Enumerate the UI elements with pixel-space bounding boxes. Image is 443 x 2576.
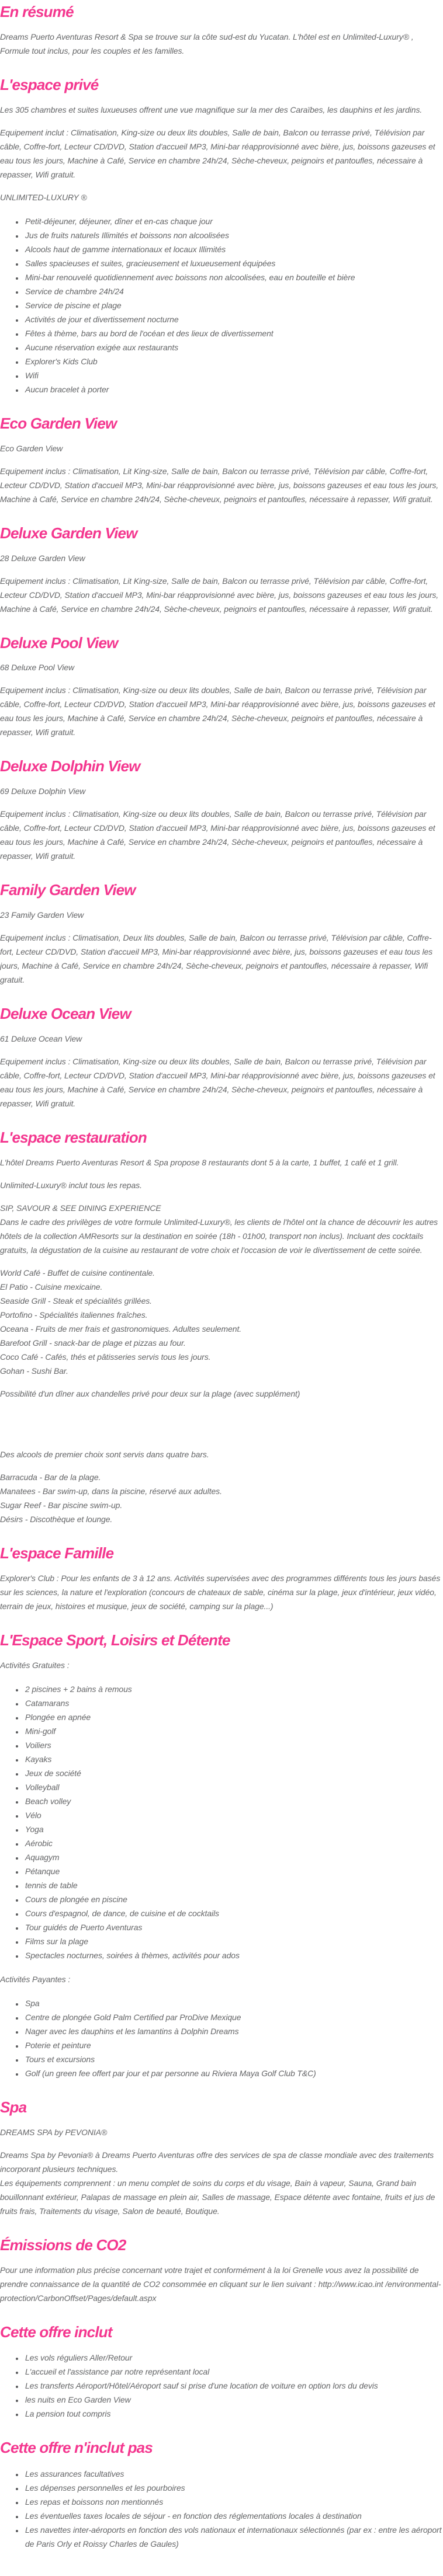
paragraph-line: Manatees - Bar swim-up, dans la piscine, réservé aux adultes. xyxy=(0,1487,222,1496)
paragraph xyxy=(0,2148,442,2218)
paragraph: 61 Deluxe Ocean View xyxy=(0,1034,82,1044)
paragraph: Activités Gratuites : xyxy=(0,1660,70,1670)
paragraph: 68 Deluxe Pool View xyxy=(0,663,75,673)
list-item: • Activités de jour et divertissement nocturne xyxy=(24,312,442,326)
paragraph: Pour une information plus précise concernant votre trajet et conformément à la loi Grenelle vous avez la possibilité de prendre connaissance de la quantité de CO2 consommée en cliquant sur le lien suivant : http://www.icao.int /environmental-protection/CarbonOffset/Pages/default.aspx xyxy=(0,2265,441,2303)
list-item: • Films sur la plage xyxy=(24,1934,442,1948)
list-item: • Les dépenses personnelles et les pourboires xyxy=(24,2481,442,2495)
paragraph: Equipement inclus : Climatisation, King-size ou deux lits doubles, Salle de bain, Balcon ou terrasse privé, Télévision par câble, Coffre-fort, Lecteur CD/DVD, Station d'accueil MP3, Mini-bar réapprovisionné avec bière, jus, boissons gazeuses et eau tous les jours, Machine à Café, Service en chambre 24h/24, Sèche-cheveux, peignoirs et pantoufles, nécessaire à repasser, Wifi gratuit. xyxy=(0,1057,435,1109)
list-item: • Aquagym xyxy=(24,1850,442,1864)
paragraph: Equipement inclus : Climatisation, King-size ou deux lits doubles, Salle de bain, Balcon ou terrasse privé, Télévision par câble, Coffre-fort, Lecteur CD/DVD, Station d'accueil MP3, Mini-bar réapprovisionné avec bière, jus, boissons gazeuses et eau tous les jours, Machine à Café, Service en chambre 24h/24, Sèche-cheveux, peignoirs et pantoufles, nécessaire à repasser, Wifi gratuit. xyxy=(0,685,435,737)
paragraph xyxy=(0,1201,442,1257)
list-item: • Pétanque xyxy=(24,1864,442,1878)
list-item: • Aérobic xyxy=(24,1836,442,1850)
list-item: • tennis de table xyxy=(24,1878,442,1892)
list-item: • Cours d'espagnol, de dance, de cuisine et de cocktails xyxy=(24,1906,442,1920)
list-item: • Kayaks xyxy=(24,1752,442,1766)
list-item: • Voiliers xyxy=(24,1738,442,1752)
paragraph: Des alcools de premier choix sont servis dans quatre bars. xyxy=(0,1450,209,1460)
section-heading: Family Garden View xyxy=(0,881,136,899)
section-heading: Cette offre n'inclut pas xyxy=(0,2439,153,2457)
list-item: • Spectacles nocturnes, soirées à thèmes, activités pour ados xyxy=(24,1948,442,1962)
list-item: • Fêtes à thème, bars au bord de l'océan et des lieux de divertissement xyxy=(24,326,442,340)
paragraph-line: Oceana - Fruits de mer frais et gastronomiques. Adultes seulement. xyxy=(0,1324,242,1334)
section-heading: Deluxe Ocean View xyxy=(0,1005,131,1023)
bullet-list xyxy=(0,214,442,396)
paragraph: Equipement inclus : Climatisation, Lit King-size, Salle de bain, Balcon ou terrasse privé, Télévision par câble, Coffre-fort, Lecteur CD/DVD, Station d'accueil MP3, Mini-bar réapprovisionné avec bière, jus, boissons gazeuses et eau tous les jours, Machine à Café, Service en chambre 24h/24, Sèche-cheveux, peignoirs et pantoufles, nécessaire à repasser, Wifi gratuit. xyxy=(0,576,439,614)
paragraph-line: SIP, SAVOUR & SEE DINING EXPERIENCE xyxy=(0,1203,161,1213)
paragraph xyxy=(0,1266,442,1378)
paragraph-line: Barefoot Grill - snack-bar de plage et pizzas au four. xyxy=(0,1338,186,1348)
paragraph: Equipement inclus : Climatisation, King-size ou deux lits doubles, Salle de bain, Balcon ou terrasse privé, Télévision par câble, Coffre-fort, Lecteur CD/DVD, Station d'accueil MP3, Mini-bar réapprovisionné avec bière, jus, boissons gazeuses et eau tous les jours, Machine à Café, Service en chambre 24h/24, Sèche-cheveux, peignoirs et pantoufles, nécessaire à repasser, Wifi gratuit. xyxy=(0,809,435,861)
paragraph: 23 Family Garden View xyxy=(0,910,84,920)
list-item: • La pension tout compris xyxy=(24,2407,442,2421)
list-item: • Service de chambre 24h/24 xyxy=(24,284,442,298)
paragraph: 28 Deluxe Garden View xyxy=(0,553,85,563)
list-item: • Les navettes inter-aéroports en fonction des vols nationaux et internationaux sélectionnés (par ex : entre les aéroport de Paris Orly et Roissy Charles de Gaules) xyxy=(24,2523,442,2551)
paragraph-line: Dreams Spa by Pevonia® à Dreams Puerto Aventuras offre des services de spa de classe mondiale avec des traitements incorporant plusieurs techniques. xyxy=(0,2150,434,2174)
paragraph: UNLIMITED-LUXURY ® xyxy=(0,192,87,202)
list-item: • Beach volley xyxy=(24,1794,442,1808)
list-item: • Spa xyxy=(24,1996,442,2010)
paragraph xyxy=(0,1470,442,1526)
list-item: • Alcools haut de gamme internationaux et locaux Illimités xyxy=(24,242,442,256)
paragraph-line: Coco Café - Cafés, thés et pâtisseries servis tous les jours. xyxy=(0,1352,211,1362)
bullet-list xyxy=(0,1682,442,1962)
list-item: • 2 piscines + 2 bains à remous xyxy=(24,1682,442,1696)
paragraph-line: Barracuda - Bar de la plage. xyxy=(0,1473,101,1482)
section-heading: Deluxe Pool View xyxy=(0,633,118,652)
list-item: • Wifi xyxy=(24,368,442,382)
paragraph-line: Les équipements comprennent : un menu complet de soins du corps et du visage, Bain à vapeur, Sauna, Grand bain bouillonnant extérieur, Palapas de massage en plein air, Salles de massage, Espace détente avec fontaine, fruits et jus de fruits frais, Traitements du visage, Salon de beauté, Boutique. xyxy=(0,2178,435,2216)
paragraph-line: Désirs - Discothèque et lounge. xyxy=(0,1515,113,1524)
list-item: • Plongée en apnée xyxy=(24,1710,442,1724)
list-item: • Service de piscine et plage xyxy=(24,298,442,312)
list-item: • Les repas et boissons non mentionnés xyxy=(24,2495,442,2509)
list-item: • Aucune réservation exigée aux restaurants xyxy=(24,340,442,354)
section-heading: L'espace restauration xyxy=(0,1129,147,1147)
paragraph: Les 305 chambres et suites luxueuses offrent une vue magnifique sur la mer des Caraïbes, les dauphins et les jardins. xyxy=(0,105,423,114)
list-item: • Mini-bar renouvelé quotidiennement avec boissons non alcoolisées, eau en bouteille et bière xyxy=(24,270,442,284)
list-item: • Petit-déjeuner, déjeuner, dîner et en-cas chaque jour xyxy=(24,214,442,228)
section-heading: L'espace Famille xyxy=(0,1544,114,1562)
list-item: • Cours de plongée en piscine xyxy=(24,1892,442,1906)
paragraph: Equipement inclut : Climatisation, King-size ou deux lits doubles, Salle de bain, Balcon ou terrasse privé, Télévision par câble, Coffre-fort, Lecteur CD/DVD, Station d'accueil MP3, Mini-bar réapprovisionné avec bière, jus, boissons gazeuses et eau tous les jours, Machine à Café, Service en chambre 24h/24, Sèche-cheveux, peignoirs et pantoufles, nécessaire à repasser, Wifi gratuit. xyxy=(0,127,435,179)
section-heading: Eco Garden View xyxy=(0,414,117,432)
paragraph: L'hôtel Dreams Puerto Aventuras Resort & Spa propose 8 restaurants dont 5 à la carte, 1 buffet, 1 café et 1 grill. xyxy=(0,1158,399,1168)
list-item: • Explorer's Kids Club xyxy=(24,354,442,368)
paragraph-line: Seaside Grill - Steak et spécialités grillées. xyxy=(0,1296,152,1306)
paragraph-line: Portofino - Spécialités italiennes fraîches. xyxy=(0,1310,148,1320)
bullet-list xyxy=(0,2467,442,2551)
paragraph: 69 Deluxe Dolphin View xyxy=(0,786,86,796)
spacer xyxy=(0,1409,442,1439)
list-item: • Nager avec les dauphins et les lamantins à Dolphin Dreams xyxy=(24,2024,442,2038)
list-item: • Les vols réguliers Aller/Retour xyxy=(24,2351,442,2365)
paragraph: Activités Payantes : xyxy=(0,1974,71,1984)
list-item: • Tour guidés de Puerto Aventuras xyxy=(24,1920,442,1934)
bullet-list xyxy=(0,1996,442,2080)
section-heading: Deluxe Garden View xyxy=(0,524,137,542)
list-item: • Aucun bracelet à porter xyxy=(24,382,442,396)
section-heading: L'Espace Sport, Loisirs et Détente xyxy=(0,1631,230,1649)
paragraph: Explorer's Club : Pour les enfants de 3 à 12 ans. Activités supervisées avec des programmes différents tous les jours basés sur les sciences, la nature et l'exploration (concours de chateaux de sable, cinéma sur la plage, jeux d'intérieur, jeux vidéo, terrain de jeux, histoires et musique, jeux de société, camping sur la plage...) xyxy=(0,1573,441,1611)
section-heading: En résumé xyxy=(0,3,74,20)
section-heading: L'espace privé xyxy=(0,75,99,93)
list-item: • Catamarans xyxy=(24,1696,442,1710)
paragraph: Possibilité d'un dîner aux chandelles privé pour deux sur la plage (avec supplément) xyxy=(0,1389,300,1399)
list-item: • Volleyball xyxy=(24,1780,442,1794)
paragraph: Equipement inclus : Climatisation, Deux lits doubles, Salle de bain, Balcon ou terrasse privé, Télévision par câble, Coffre-fort, Lecteur CD/DVD, Station d'accueil MP3, Mini-bar réapprovisionné avec bière, jus, boissons gazeuses et eau tous les jours, Machine à Café, Service en chambre 24h/24, Sèche-cheveux, peignoirs et pantoufles, nécessaire à repasser, Wifi gratuit. xyxy=(0,933,433,985)
section-heading: Deluxe Dolphin View xyxy=(0,757,140,775)
list-item: • les nuits en Eco Garden View xyxy=(24,2393,442,2407)
paragraph: Eco Garden View xyxy=(0,443,63,453)
list-item: • L'accueil et l'assistance par notre représentant local xyxy=(24,2365,442,2379)
list-item: • Mini-golf xyxy=(24,1724,442,1738)
paragraph-line: Gohan - Sushi Bar. xyxy=(0,1366,68,1376)
list-item: • Les transferts Aéroport/Hôtel/Aéroport sauf si prise d'une location de voiture en option lors du devis xyxy=(24,2379,442,2393)
list-item: • Les éventuelles taxes locales de séjour - en fonction des réglementations locales à destination xyxy=(24,2509,442,2523)
list-item: • Poterie et peinture xyxy=(24,2038,442,2052)
list-item: • Yoga xyxy=(24,1822,442,1836)
list-item: • Salles spacieuses et suites, gracieusement et luxueusement équipées xyxy=(24,256,442,270)
paragraph-line: Sugar Reef - Bar piscine swim-up. xyxy=(0,1501,123,1510)
paragraph-line: El Patio - Cuisine mexicaine. xyxy=(0,1282,103,1292)
paragraph: Dreams Puerto Aventuras Resort & Spa se trouve sur la côte sud-est du Yucatan. L'hôtel est en Unlimited-Luxury® , Formule tout inclus, pour les couples et les familles. xyxy=(0,32,414,55)
list-item: • Golf (un green fee offert par jour et par personne au Riviera Maya Golf Club T&C) xyxy=(24,2066,442,2080)
paragraph-line: Dans le cadre des privilèges de votre formule Unlimited-Luxury®, les clients de l'hôtel ont la chance de découvrir les autres hôtels de la collection AMResorts sur la destination en soirée (18h - 01h00, transport non inclus). Incluant des cocktails gratuits, la dégustation de la cuisine au restaurant de votre choix et l'occasion de voir le divertissement de cette soirée. xyxy=(0,1217,438,1255)
paragraph: Unlimited-Luxury® inclut tous les repas. xyxy=(0,1181,142,1190)
section-heading: Cette offre inclut xyxy=(0,2323,112,2341)
bullet-list xyxy=(0,2351,442,2421)
list-item: • Tours et excursions xyxy=(24,2052,442,2066)
list-item: • Jus de fruits naturels Illimités et boissons non alcoolisées xyxy=(24,228,442,242)
list-item: • Centre de plongée Gold Palm Certified par ProDive Mexique xyxy=(24,2010,442,2024)
paragraph: DREAMS SPA by PEVONIA® xyxy=(0,2127,108,2137)
list-item: • Les assurances facultatives xyxy=(24,2467,442,2481)
paragraph-line: World Café - Buffet de cuisine continentale. xyxy=(0,1268,155,1278)
paragraph: Equipement inclus : Climatisation, Lit King-size, Salle de bain, Balcon ou terrasse privé, Télévision par câble, Coffre-fort, Lecteur CD/DVD, Station d'accueil MP3, Mini-bar réapprovisionné avec bière, jus, boissons gazeuses et eau tous les jours, Machine à Café, Service en chambre 24h/24, Sèche-cheveux, peignoirs et pantoufles, nécessaire à repasser, Wifi gratuit. xyxy=(0,466,439,504)
list-item: • Jeux de société xyxy=(24,1766,442,1780)
list-item: • Vélo xyxy=(24,1808,442,1822)
section-heading: Émissions de CO2 xyxy=(0,2236,126,2254)
section-heading: Spa xyxy=(0,2098,27,2116)
